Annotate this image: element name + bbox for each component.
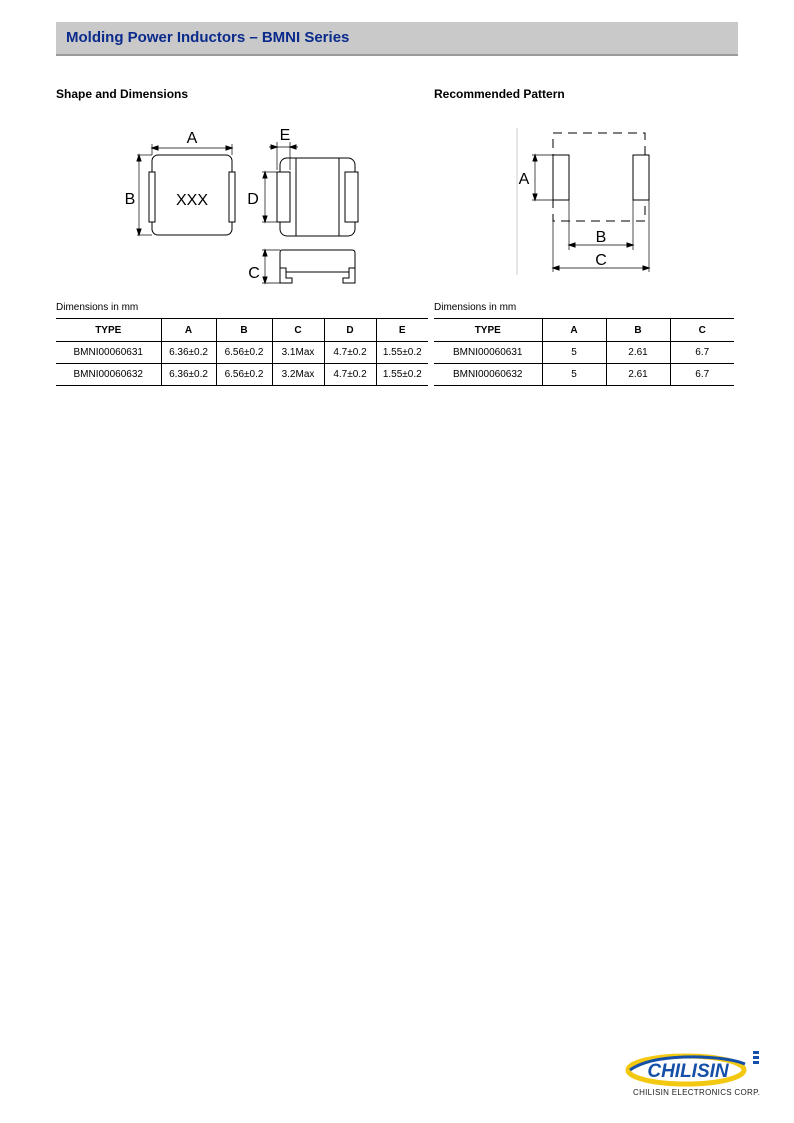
page-header-bar (56, 22, 738, 56)
logo-word: CHILISIN (647, 1061, 729, 1082)
top-view-terminal-left (149, 172, 155, 222)
shape-units-note: Dimensions in mm (56, 302, 139, 313)
company-name: CHILISIN ELECTRONICS CORP. (633, 1088, 761, 1097)
table-row (434, 342, 734, 364)
pattern-label-b: B (595, 229, 607, 246)
pattern-label-a: A (518, 171, 530, 188)
header-b: B (606, 319, 670, 342)
table-header-row (434, 319, 734, 342)
pad-left (553, 155, 569, 200)
cell-type: BMNI00060632 (434, 364, 542, 386)
page-title: Molding Power Inductors – BMNI Series (66, 29, 350, 46)
pad-right (633, 155, 649, 200)
pattern-section-title: Recommended Pattern (434, 87, 565, 101)
header-a: A (161, 319, 216, 342)
cell-e: 1.55±0.2 (376, 342, 428, 364)
header-d: D (324, 319, 376, 342)
table-header-row (56, 319, 428, 342)
cell-a: 6.36±0.2 (161, 364, 216, 386)
cell-c: 6.7 (670, 364, 734, 386)
top-view-terminal-right (229, 172, 235, 222)
label-a: A (186, 130, 198, 147)
shape-dimension-drawing (110, 120, 380, 300)
side-view-body (280, 158, 355, 236)
header-type: TYPE (434, 319, 542, 342)
label-e: E (279, 127, 291, 144)
cell-b: 2.61 (606, 342, 670, 364)
cell-b: 6.56±0.2 (216, 342, 272, 364)
front-view-body (280, 250, 355, 272)
cell-c: 6.7 (670, 342, 734, 364)
cell-type: BMNI00060631 (56, 342, 161, 364)
header-c: C (272, 319, 324, 342)
cell-a: 5 (542, 364, 606, 386)
cell-d: 4.7±0.2 (324, 342, 376, 364)
cell-c: 3.1Max (272, 342, 324, 364)
header-b: B (216, 319, 272, 342)
marking-text: XXX (175, 192, 209, 209)
cell-d: 4.7±0.2 (324, 364, 376, 386)
cell-e: 1.55±0.2 (376, 364, 428, 386)
label-b: B (124, 191, 136, 208)
pattern-dimension-drawing (510, 120, 670, 280)
cell-a: 6.36±0.2 (161, 342, 216, 364)
table-row (56, 342, 428, 364)
header-e: E (376, 319, 428, 342)
header-a: A (542, 319, 606, 342)
table-row (434, 364, 734, 386)
shape-section-title: Shape and Dimensions (56, 87, 189, 101)
side-view-terminal-right (345, 172, 358, 222)
cell-b: 6.56±0.2 (216, 364, 272, 386)
pattern-units-note: Dimensions in mm (434, 302, 517, 313)
header-type: TYPE (56, 319, 161, 342)
pattern-dimensions-table (434, 318, 734, 386)
pattern-label-c: C (595, 252, 607, 269)
shape-dimensions-table (56, 318, 428, 386)
cell-type: BMNI00060631 (434, 342, 542, 364)
header-c: C (670, 319, 734, 342)
cell-b: 2.61 (606, 364, 670, 386)
cell-type: BMNI00060632 (56, 364, 161, 386)
table-row (56, 364, 428, 386)
cell-a: 5 (542, 342, 606, 364)
label-d: D (247, 191, 259, 208)
side-view-terminal-left (277, 172, 290, 222)
label-c: C (248, 265, 260, 282)
cell-c: 3.2Max (272, 364, 324, 386)
